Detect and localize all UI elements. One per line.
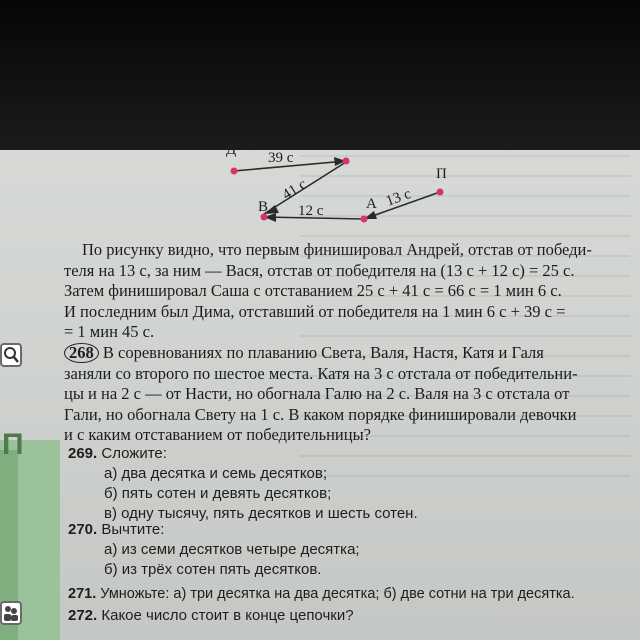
margin-letter: П [2,428,24,461]
solution-line: = 1 мин 45 с. [64,322,155,341]
pair-work-icon [0,601,22,625]
task-270 [64,520,634,580]
solution-line: И последним был Дима, отставший от победителя на 1 мин 6 с + 39 с = [64,301,566,321]
label-a: А [366,196,377,212]
task-268-line: цы и на 2 с — от Насти, но обогнала Галю на 2 с. Валя на 3 с отстала от [64,384,570,403]
task-270-title: Вычтите: [101,521,165,538]
label-d: Д [226,142,237,158]
label-v: В [258,199,269,215]
task-271 [64,584,634,604]
solution-line: теля на 13 с, за ним — Вася, отстав от победителя на (13 с + 12 с) = 25 с. [64,260,575,280]
solution-line: По рисунку видно, что первым финишировал Андрей, отстав от победи- [82,240,592,259]
task-269-item: а) два десятка и семь десятков; [104,465,328,482]
point-top [343,158,350,165]
task-272 [64,606,634,626]
task-272-text: Какое число стоит в конце цепочки? [101,607,354,624]
task-269 [64,444,634,524]
edge-label-13: 13 с [383,186,414,210]
task-268-line: Гали, но обогнала Свету на 1 с. В каком порядке финишировали девочки [64,404,577,424]
edge-label-39: 39 с [268,150,294,166]
task-270-item: а) из семи десятков четыре десятка; [104,541,360,558]
task-268-line: заняли со второго по шестое места. Катя на 3 с отстала от победительни- [64,363,578,383]
task-number-271: 271. [68,586,97,602]
task-271-text: Умножьте: а) три десятка на два десятка; б) две сотни на три десятка. [100,586,575,602]
task-number-270: 270. [68,521,98,538]
solution-paragraph [64,240,634,343]
task-number-272: 272. [68,607,98,624]
task-number-269: 269. [68,445,98,462]
edge-label-12: 12 с [298,203,324,219]
task-268-line: и с каким отставанием от победительницы? [64,425,372,444]
point-d [231,168,238,175]
task-number-268: 268 [64,343,99,363]
task-269-item: б) пять сотен и девять десятков; [104,485,332,502]
task-268 [64,343,634,446]
edge-label-41: 41 с [279,176,310,204]
point-p [437,189,444,196]
dark-background [0,0,640,150]
task-269-item: в) одну тысячу, пять десятков и шесть сотен. [104,505,418,522]
magnifier-icon [0,343,22,367]
task-269-title: Сложите: [101,445,167,462]
label-p: П [436,166,447,182]
point-a [361,216,368,223]
race-diagram [200,138,470,228]
task-270-item: б) из трёх сотен пять десятков. [104,561,322,578]
solution-line: Затем финишировал Саша с отставанием 25 с + 41 с = 66 с = 1 мин 6 с. [64,281,562,300]
task-268-first-line: В соревнованиях по плаванию Света, Валя, Настя, Катя и Галя [102,343,544,362]
